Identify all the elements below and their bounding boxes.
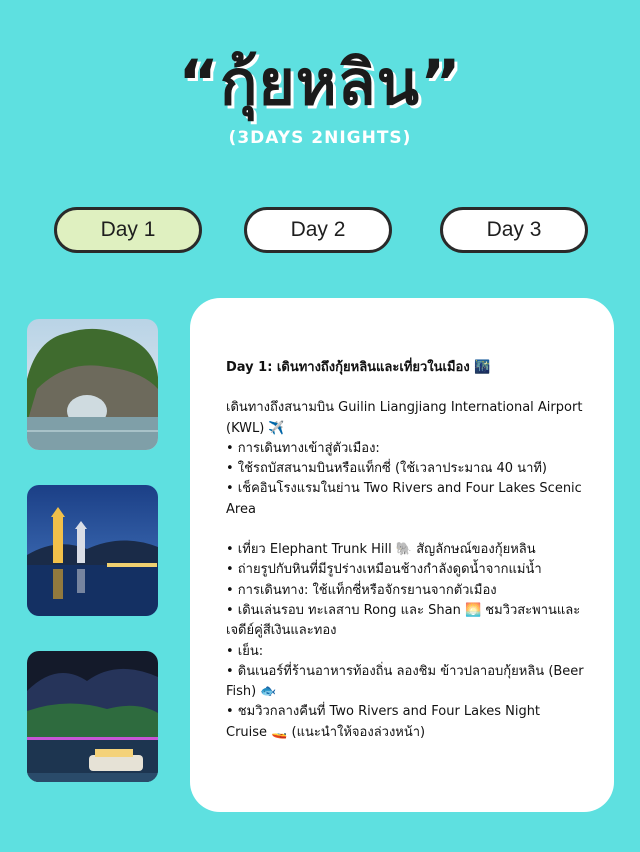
itinerary-card bbox=[190, 298, 614, 812]
itinerary-line: • ถ่ายรูปกับหินที่มีรูปร่างเหมือนช้างกำลังดูดน้ำจากแม่น้ำ bbox=[226, 562, 542, 578]
itinerary-line: • การเดินทางเข้าสู่ตัวเมือง: bbox=[226, 440, 380, 456]
tab-day-2[interactable]: Day 2 bbox=[244, 207, 392, 253]
itinerary-section-arrival bbox=[226, 398, 584, 520]
itinerary-line: • ชมวิวกลางคืนที่ Two Rivers and Four Lakes Night Cruise 🚤 (แนะนำให้จองล่วงหน้า) bbox=[226, 704, 541, 740]
itinerary-line: เดินทางถึงสนามบิน Guilin Liangjiang International Airport (KWL) ✈️ bbox=[226, 400, 583, 436]
night-cruise-photo bbox=[27, 651, 158, 782]
itinerary-line: • เย็น: bbox=[226, 643, 264, 659]
itinerary-line: • ดินเนอร์ที่ร้านอาหารท้องถิ่น ลองชิม ข้าวปลาอบกุ้ยหลิน (Beer Fish) 🐟 bbox=[226, 663, 584, 700]
itinerary-section-sightseeing bbox=[226, 540, 584, 743]
itinerary-line: • เที่ยว Elephant Trunk Hill 🐘 สัญลักษณ์ของกุ้ยหลิน bbox=[226, 542, 536, 558]
itinerary-line: • เช็คอินโรงแรมในย่าน Two Rivers and Four Lakes Scenic Area bbox=[226, 481, 582, 517]
page-subtitle: (3DAYS 2NIGHTS) bbox=[228, 128, 412, 148]
itinerary-line: • ใช้รถบัสสนามบินหรือแท็กซี่ (ใช้เวลาประมาณ 40 นาที) bbox=[226, 461, 548, 477]
itinerary-line: • เดินเล่นรอบ ทะเลสาบ Rong และ Shan 🌅 ชมวิวสะพานและเจดีย์คู่สีเงินและทอง bbox=[226, 602, 581, 639]
tab-day-1[interactable]: Day 1 bbox=[54, 207, 202, 253]
itinerary-line: • การเดินทาง: ใช้แท็กซี่หรือจักรยานจากตัวเมือง bbox=[226, 582, 497, 598]
tab-day-3[interactable]: Day 3 bbox=[440, 207, 588, 253]
elephant-trunk-hill-photo bbox=[27, 319, 158, 450]
itinerary-heading: Day 1: เดินทางถึงกุ้ยหลินและเที่ยวในเมือง 🌃 bbox=[226, 360, 491, 375]
page-title: “กุ้ยหลิน” bbox=[178, 46, 462, 119]
sun-moon-pagodas-photo bbox=[27, 485, 158, 616]
